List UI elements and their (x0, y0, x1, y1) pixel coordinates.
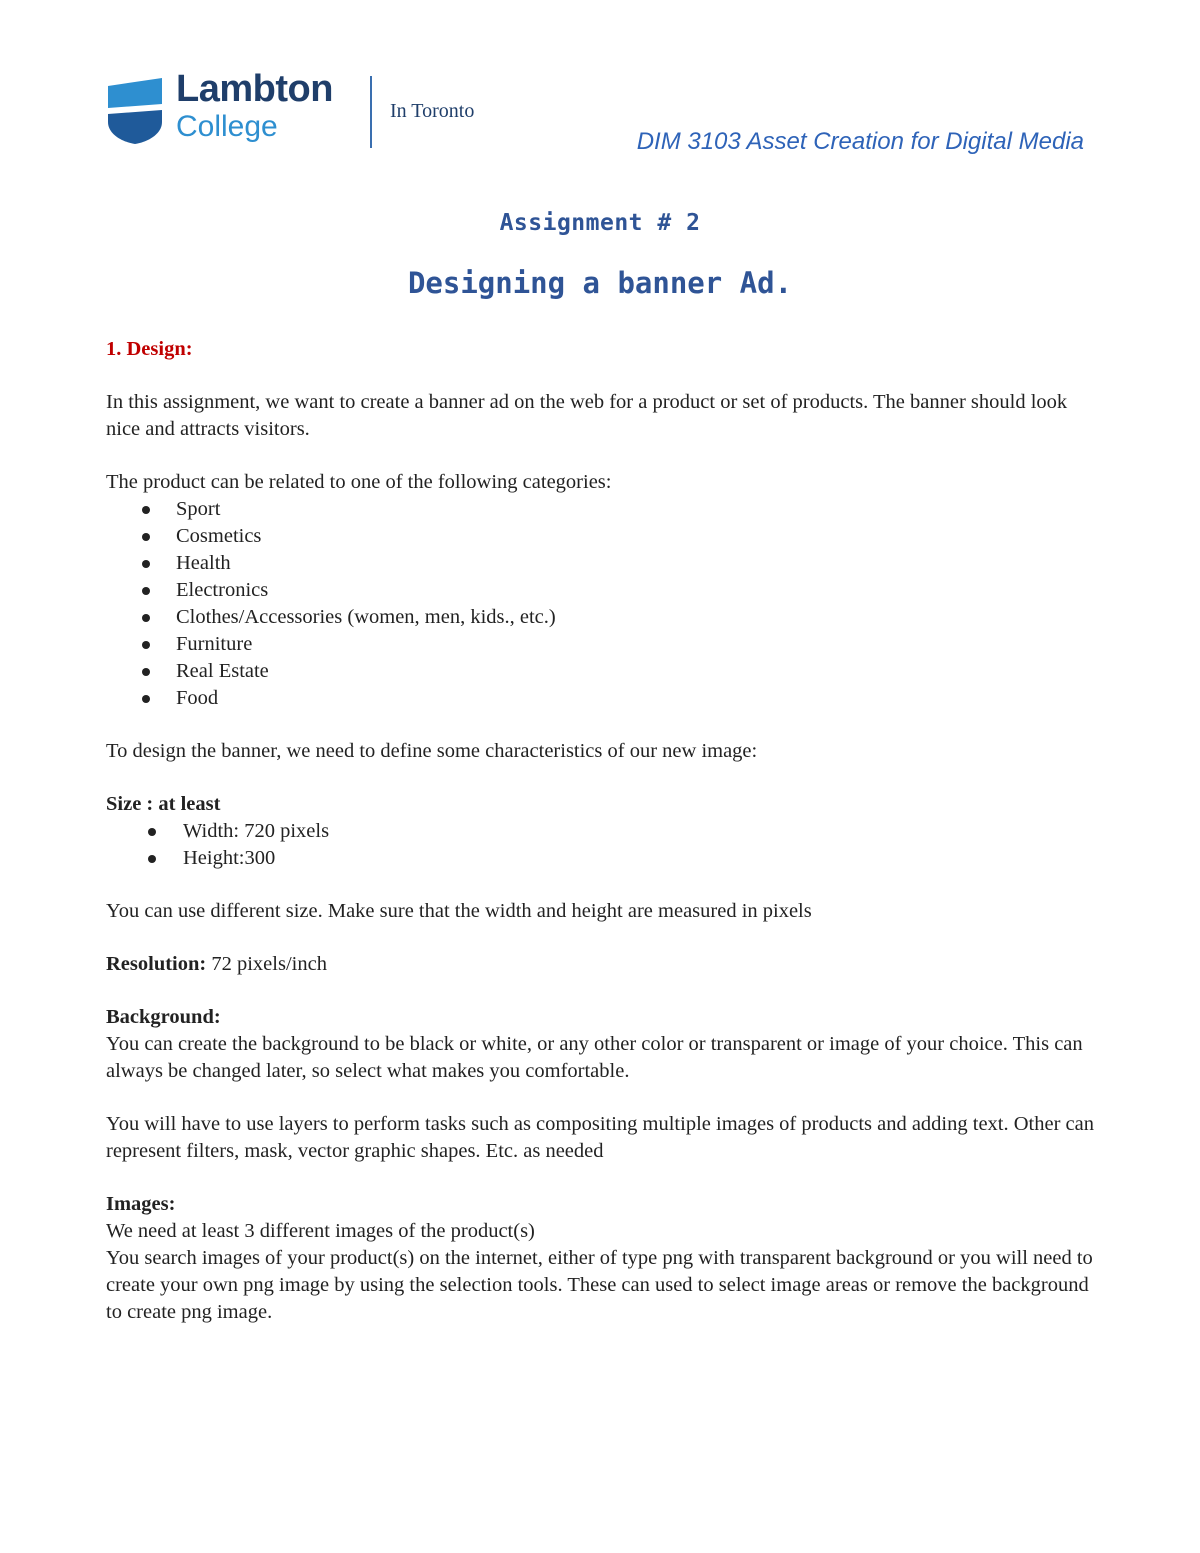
logo-divider (370, 76, 372, 148)
design-heading: 1. Design: (106, 338, 193, 360)
list-item: Health (106, 550, 1106, 577)
list-item: Real Estate (106, 658, 1106, 685)
list-item: Cosmetics (106, 523, 1106, 550)
categories-list (106, 496, 1106, 712)
resolution-label: Resolution: (106, 953, 207, 975)
list-item: Clothes/Accessories (women, men, kids., etc.) (106, 604, 1106, 631)
size-list (106, 818, 1106, 872)
course-title: DIM 3103 Asset Creation for Digital Media (636, 128, 1084, 155)
images-label: Images: (106, 1193, 176, 1215)
assignment-title: Designing a banner Ad. (407, 266, 793, 300)
list-item: Height:300 (106, 845, 1106, 872)
document-body (106, 336, 1106, 1326)
logo-wordmark-lambton: Lambton (176, 68, 333, 110)
list-item: Electronics (106, 577, 1106, 604)
list-item: Food (106, 685, 1106, 712)
list-item: Width: 720 pixels (106, 818, 1106, 845)
shield-logo-icon (108, 78, 162, 144)
define-paragraph: To design the banner, we need to define some characteristics of our new image: (106, 740, 758, 762)
resolution-value: 72 pixels/inch (206, 953, 327, 975)
images-line-1: We need at least 3 different images of the product(s) (106, 1220, 535, 1242)
logo-wordmark-college: College (176, 110, 278, 143)
size-note: You can use different size. Make sure that the width and height are measured in pixels (106, 900, 812, 922)
logo-location: In Toronto (390, 100, 475, 122)
resolution-line (106, 951, 1106, 978)
background-label: Background: (106, 1006, 221, 1028)
assignment-number: Assignment # 2 (499, 210, 701, 236)
intro-paragraph: In this assignment, we want to create a banner ad on the web for a product or set of products. The banner should look nice and attracts visitors. (106, 391, 1068, 440)
categories-lead: The product can be related to one of the following categories: (106, 471, 612, 493)
list-item: Furniture (106, 631, 1106, 658)
college-logo (108, 68, 508, 156)
layers-paragraph: You will have to use layers to perform tasks such as compositing multiple images of products and adding text. Other can represent filters, mask, vector graphic shapes. Etc. as needed (106, 1113, 1094, 1162)
list-item: Sport (106, 496, 1106, 523)
images-line-2: You search images of your product(s) on the internet, either of type png with transparent background or you will need to create your own png image by using the selection tools. These can used to select image areas or remove the background to create png image. (106, 1247, 1093, 1323)
background-paragraph: You can create the background to be black or white, or any other color or transparent or image of your choice. This can always be changed later, so select what makes you comfortable. (106, 1033, 1083, 1082)
size-label: Size : at least (106, 793, 221, 815)
